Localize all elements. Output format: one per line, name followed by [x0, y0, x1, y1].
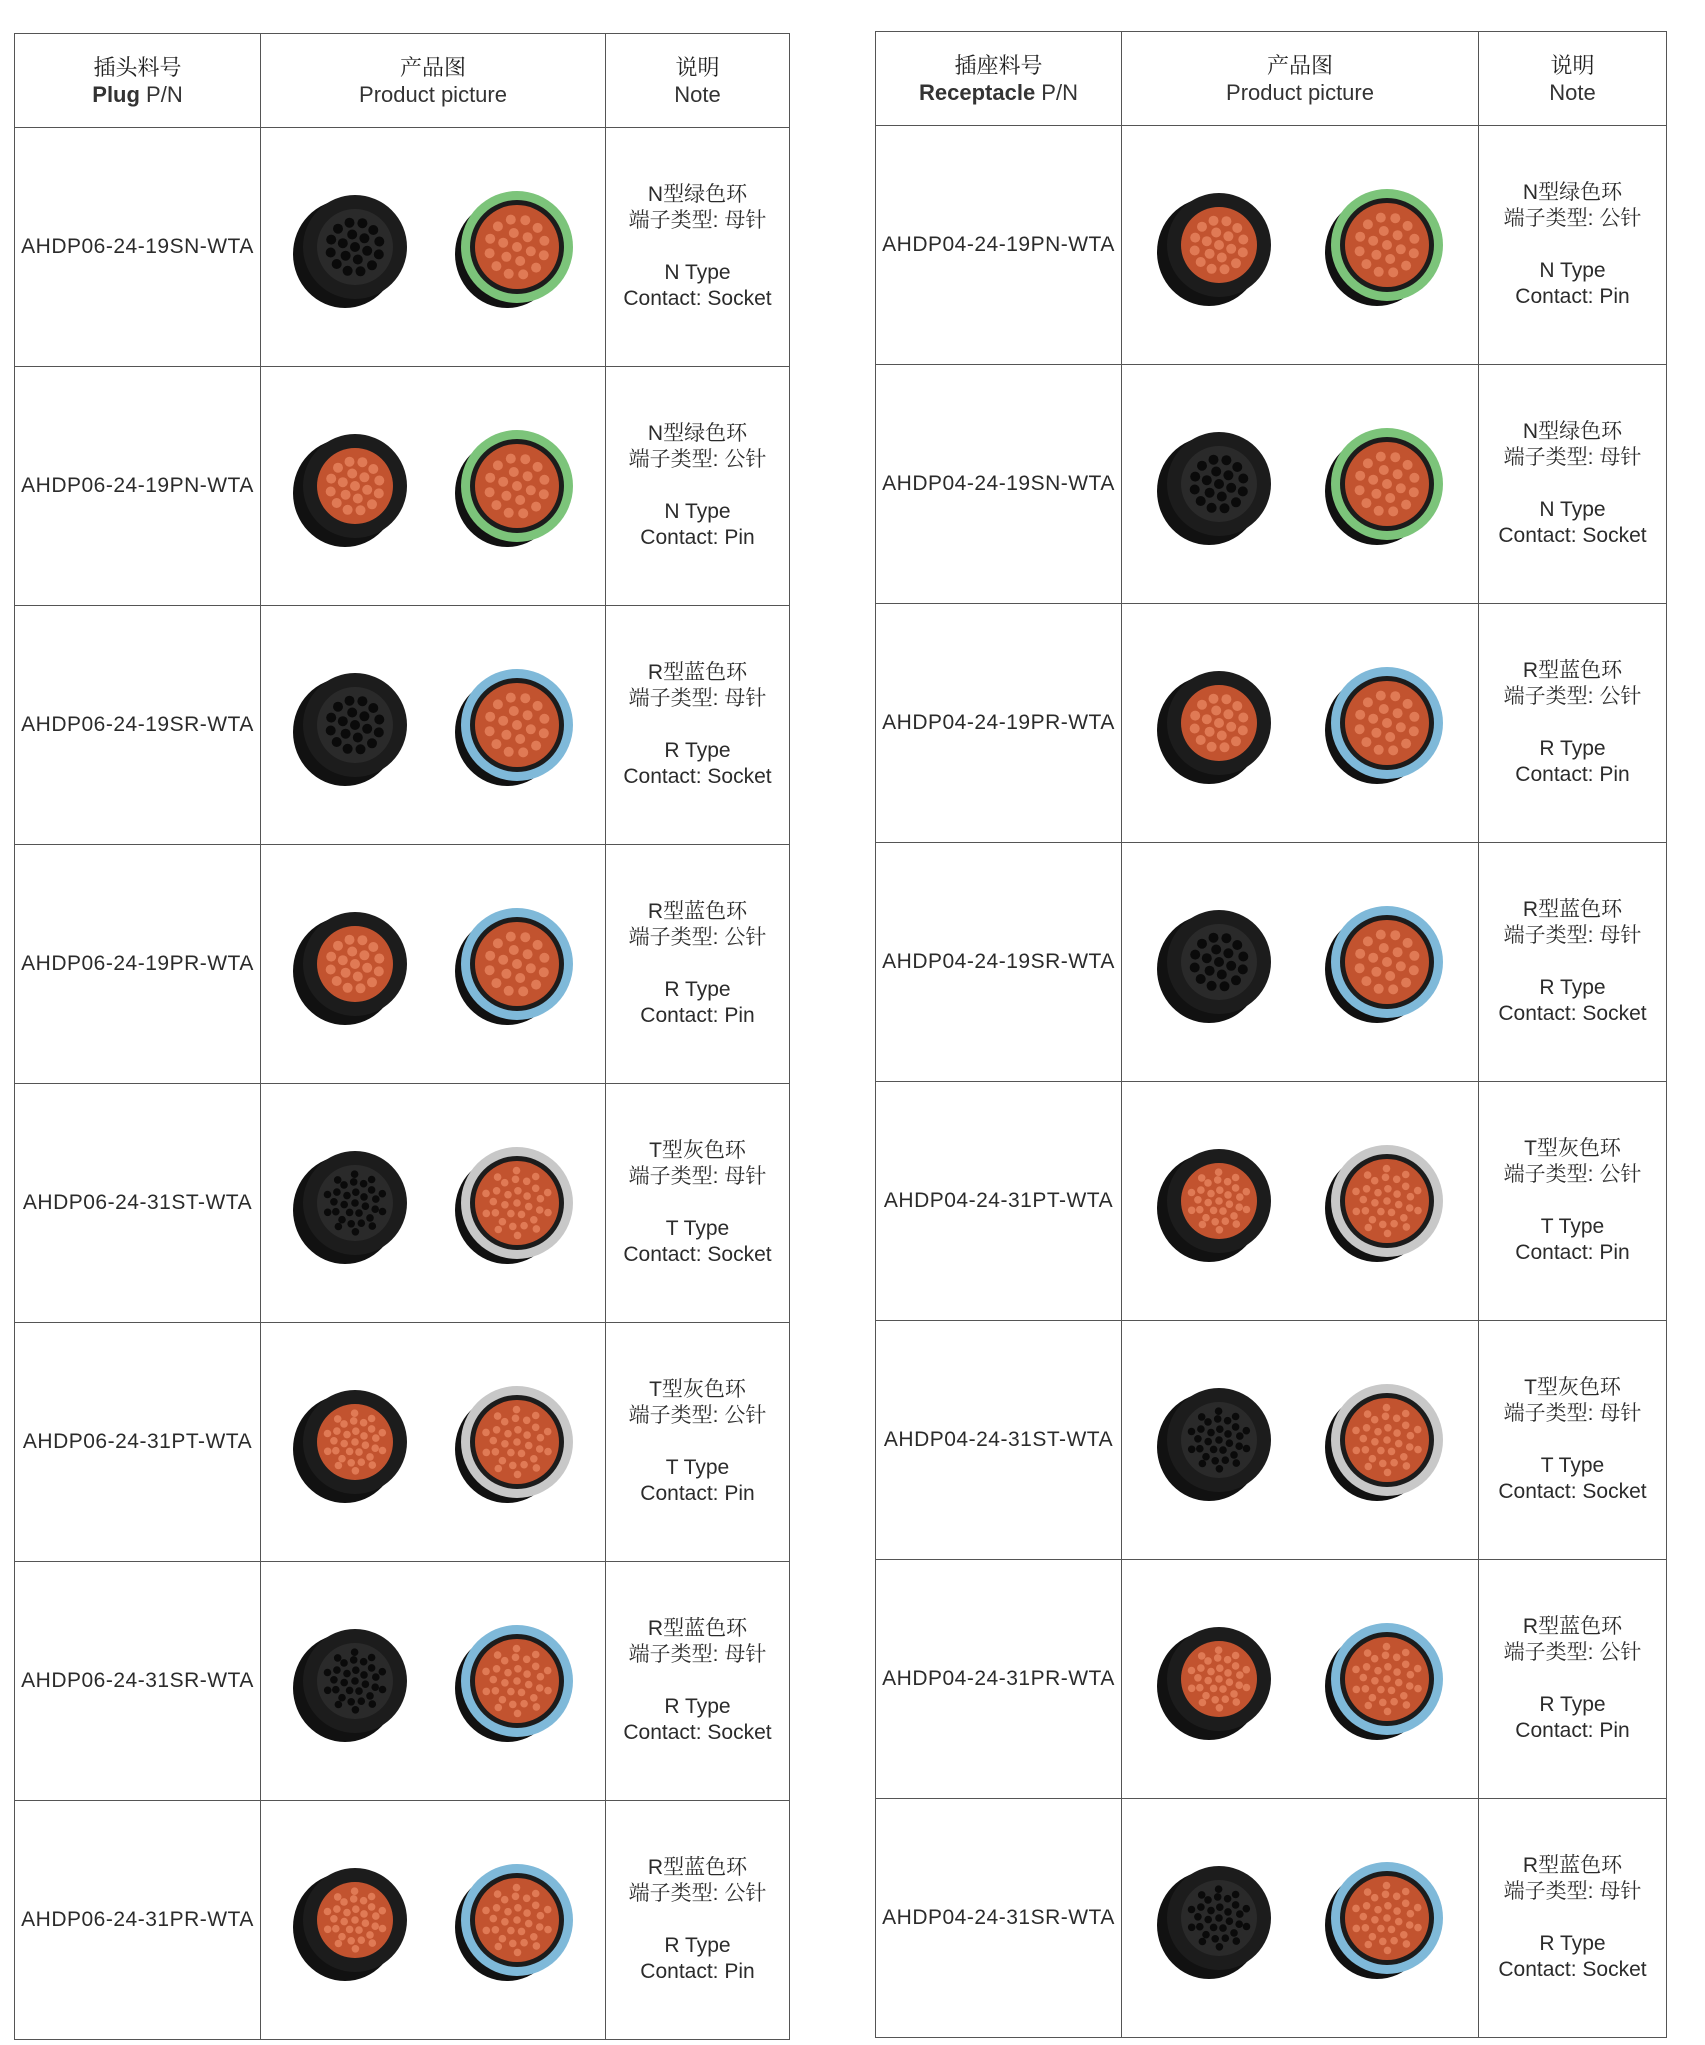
receptacle-row	[876, 1560, 1667, 1799]
receptacle-note-contact-zh: 端子类型: 母针	[1503, 924, 1642, 947]
receptacle-row	[876, 843, 1667, 1082]
receptacle-connector-side-image	[1319, 419, 1449, 549]
plug-connector-front-image	[287, 421, 417, 551]
receptacle-pn-header-bold: Receptacle	[919, 79, 1036, 105]
receptacle-connector-front-image	[1151, 1853, 1281, 1983]
plug-note-type: R Type	[664, 739, 731, 762]
receptacle-note-header	[1479, 32, 1667, 126]
plug-connector-side-image	[449, 421, 579, 551]
plug-connector-side-image	[449, 182, 579, 312]
plug-note-contact: Contact: Pin	[640, 526, 755, 549]
plug-note-type: T Type	[665, 1217, 730, 1240]
receptacle-note	[1479, 365, 1667, 604]
receptacle-connector-side-image	[1319, 1853, 1449, 1983]
receptacle-note-type: N Type	[1539, 498, 1606, 521]
plug-note-contact-zh: 端子类型: 母针	[628, 687, 767, 710]
plug-connector-front-image	[287, 660, 417, 790]
receptacle-note-contact: Contact: Pin	[1515, 1719, 1630, 1742]
plug-row	[15, 128, 790, 367]
receptacle-row	[876, 1799, 1667, 2038]
plug-note	[606, 845, 790, 1084]
receptacle-row	[876, 1321, 1667, 1560]
plug-note-contact: Contact: Pin	[640, 1004, 755, 1027]
receptacle-part-number: AHDP04-24-31SR-WTA	[876, 1799, 1122, 2038]
receptacle-product-picture	[1122, 604, 1479, 843]
receptacle-note-type: R Type	[1539, 1932, 1606, 1955]
receptacle-note	[1479, 126, 1667, 365]
plug-note-contact: Contact: Pin	[640, 1482, 755, 1505]
receptacle-pn-header-zh: 插座料号	[954, 52, 1043, 78]
plug-note	[606, 1562, 790, 1801]
plug-note-header-en: Note	[674, 81, 721, 107]
plug-connector-front-image	[287, 1855, 417, 1985]
plug-note-ring: R型蓝色环	[647, 1617, 748, 1640]
plug-note-contact: Contact: Socket	[623, 1243, 772, 1266]
plug-note-type: R Type	[664, 1695, 731, 1718]
receptacle-connector-side-image	[1319, 180, 1449, 310]
plug-row	[15, 367, 790, 606]
plug-part-number: AHDP06-24-19SN-WTA	[15, 128, 261, 367]
plug-product-picture	[261, 1084, 606, 1323]
plug-part-number: AHDP06-24-19PN-WTA	[15, 367, 261, 606]
receptacle-part-number: AHDP04-24-19SN-WTA	[876, 365, 1122, 604]
receptacle-part-number: AHDP04-24-19PN-WTA	[876, 126, 1122, 365]
receptacle-part-number: AHDP04-24-31ST-WTA	[876, 1321, 1122, 1560]
receptacle-note-header-zh: 说明	[1550, 52, 1595, 78]
plug-note-ring: R型蓝色环	[647, 1856, 748, 1879]
plug-note-type: R Type	[664, 1934, 731, 1957]
plug-note-type: N Type	[664, 261, 731, 284]
plug-row	[15, 1084, 790, 1323]
receptacle-connector-side-image	[1319, 658, 1449, 788]
receptacle-note-type: T Type	[1540, 1215, 1605, 1238]
plug-pic-header-en: Product picture	[359, 81, 507, 107]
receptacle-note-contact: Contact: Pin	[1515, 763, 1630, 786]
plug-note-header	[606, 34, 790, 128]
receptacle-product-picture	[1122, 126, 1479, 365]
plug-row	[15, 1801, 790, 2040]
plug-note	[606, 1801, 790, 2040]
receptacle-row	[876, 1082, 1667, 1321]
receptacle-note-contact-zh: 端子类型: 公针	[1503, 1163, 1642, 1186]
plug-note-contact-zh: 端子类型: 母针	[628, 1643, 767, 1666]
plug-product-picture	[261, 845, 606, 1084]
plug-note-contact: Contact: Pin	[640, 1960, 755, 1983]
plug-connector-side-image	[449, 1138, 579, 1268]
receptacle-pn-header-rest: P/N	[1035, 79, 1078, 105]
receptacle-note-ring: T型灰色环	[1524, 1376, 1621, 1399]
receptacle-note-ring: N型绿色环	[1522, 181, 1623, 204]
receptacle-note	[1479, 1799, 1667, 2038]
receptacle-note-type: R Type	[1539, 976, 1606, 999]
plug-part-number: AHDP06-24-31PR-WTA	[15, 1801, 261, 2040]
plug-note-contact: Contact: Socket	[623, 287, 772, 310]
plug-connector-side-image	[449, 899, 579, 1029]
receptacle-note-ring: R型蓝色环	[1522, 659, 1623, 682]
receptacle-product-picture	[1122, 365, 1479, 604]
receptacle-note-ring: R型蓝色环	[1522, 898, 1623, 921]
plug-note-type: N Type	[664, 500, 731, 523]
receptacle-note-contact-zh: 端子类型: 母针	[1503, 446, 1642, 469]
receptacle-note-contact-zh: 端子类型: 母针	[1503, 1880, 1642, 1903]
receptacle-note-contact: Contact: Socket	[1498, 1480, 1647, 1503]
plug-note-ring: N型绿色环	[647, 422, 748, 445]
plug-pn-header-rest: P/N	[139, 81, 183, 107]
receptacle-note-type: T Type	[1540, 1454, 1605, 1477]
plug-part-number: AHDP06-24-19PR-WTA	[15, 845, 261, 1084]
receptacle-connector-side-image	[1319, 1614, 1449, 1744]
plug-pn-header-zh: 插头料号	[93, 54, 182, 80]
receptacle-part-number: AHDP04-24-31PT-WTA	[876, 1082, 1122, 1321]
receptacle-note	[1479, 1560, 1667, 1799]
receptacle-connector-side-image	[1319, 1375, 1449, 1505]
receptacle-connector-front-image	[1151, 1614, 1281, 1744]
receptacle-note-contact-zh: 端子类型: 母针	[1503, 1402, 1642, 1425]
plug-note-header-zh: 说明	[675, 54, 720, 80]
plug-part-number: AHDP06-24-31SR-WTA	[15, 1562, 261, 1801]
plug-note	[606, 128, 790, 367]
receptacle-pic-header-en: Product picture	[1226, 79, 1374, 105]
plug-note-ring: T型灰色环	[649, 1378, 746, 1401]
plug-note-contact-zh: 端子类型: 母针	[628, 209, 767, 232]
plug-note-contact-zh: 端子类型: 公针	[628, 1404, 767, 1427]
receptacle-note-contact: Contact: Pin	[1515, 285, 1630, 308]
plug-note-contact-zh: 端子类型: 公针	[628, 926, 767, 949]
plug-note	[606, 606, 790, 845]
plug-part-number: AHDP06-24-31ST-WTA	[15, 1084, 261, 1323]
plug-connector-side-image	[449, 1616, 579, 1746]
receptacle-connector-side-image	[1319, 1136, 1449, 1266]
plug-row	[15, 845, 790, 1084]
receptacle-note	[1479, 1082, 1667, 1321]
plug-connector-front-image	[287, 1616, 417, 1746]
plug-note-ring: T型灰色环	[649, 1139, 746, 1162]
plug-table	[14, 33, 790, 2040]
receptacle-product-picture	[1122, 1799, 1479, 2038]
receptacle-connector-front-image	[1151, 180, 1281, 310]
plug-pn-header	[15, 34, 261, 128]
plug-part-number: AHDP06-24-31PT-WTA	[15, 1323, 261, 1562]
plug-row	[15, 606, 790, 845]
plug-note-contact-zh: 端子类型: 公针	[628, 1882, 767, 1905]
receptacle-connector-front-image	[1151, 658, 1281, 788]
plug-product-picture	[261, 367, 606, 606]
receptacle-note-contact-zh: 端子类型: 公针	[1503, 685, 1642, 708]
receptacle-note-ring: N型绿色环	[1522, 420, 1623, 443]
receptacle-note	[1479, 604, 1667, 843]
plug-note-contact: Contact: Socket	[623, 765, 772, 788]
receptacle-note-contact-zh: 端子类型: 公针	[1503, 1641, 1642, 1664]
receptacle-note	[1479, 1321, 1667, 1560]
receptacle-connector-front-image	[1151, 1136, 1281, 1266]
plug-header-row	[15, 34, 790, 128]
receptacle-pn-header	[876, 32, 1122, 126]
plug-note-ring: R型蓝色环	[647, 661, 748, 684]
plug-product-picture	[261, 128, 606, 367]
plug-product-picture	[261, 606, 606, 845]
plug-pic-header	[261, 34, 606, 128]
plug-connector-front-image	[287, 899, 417, 1029]
plug-note	[606, 367, 790, 606]
receptacle-pic-header	[1122, 32, 1479, 126]
plug-note	[606, 1084, 790, 1323]
receptacle-note-contact: Contact: Socket	[1498, 1958, 1647, 1981]
plug-row	[15, 1323, 790, 1562]
plug-connector-front-image	[287, 182, 417, 312]
receptacle-note-ring: R型蓝色环	[1522, 1854, 1623, 1877]
receptacle-part-number: AHDP04-24-31PR-WTA	[876, 1560, 1122, 1799]
plug-connector-side-image	[449, 1855, 579, 1985]
receptacle-note-ring: T型灰色环	[1524, 1137, 1621, 1160]
receptacle-note-contact: Contact: Socket	[1498, 524, 1647, 547]
plug-pn-header-bold: Plug	[92, 81, 140, 107]
plug-part-number: AHDP06-24-19SR-WTA	[15, 606, 261, 845]
receptacle-note-type: R Type	[1539, 1693, 1606, 1716]
plug-note-type: R Type	[664, 978, 731, 1001]
receptacle-part-number: AHDP04-24-19PR-WTA	[876, 604, 1122, 843]
plug-note-contact: Contact: Socket	[623, 1721, 772, 1744]
plug-note	[606, 1323, 790, 1562]
receptacle-note-contact: Contact: Socket	[1498, 1002, 1647, 1025]
receptacle-note-contact: Contact: Pin	[1515, 1241, 1630, 1264]
receptacle-connector-front-image	[1151, 419, 1281, 549]
plug-note-ring: R型蓝色环	[647, 900, 748, 923]
receptacle-row	[876, 604, 1667, 843]
plug-note-contact-zh: 端子类型: 公针	[628, 448, 767, 471]
receptacle-product-picture	[1122, 843, 1479, 1082]
plug-product-picture	[261, 1562, 606, 1801]
plug-note-contact-zh: 端子类型: 母针	[628, 1165, 767, 1188]
receptacle-note-header-en: Note	[1549, 79, 1596, 105]
receptacle-note-type: R Type	[1539, 737, 1606, 760]
receptacle-row	[876, 365, 1667, 604]
plug-note-ring: N型绿色环	[647, 183, 748, 206]
receptacle-connector-front-image	[1151, 1375, 1281, 1505]
plug-row	[15, 1562, 790, 1801]
receptacle-note-type: N Type	[1539, 259, 1606, 282]
receptacle-note-ring: R型蓝色环	[1522, 1615, 1623, 1638]
plug-connector-side-image	[449, 1377, 579, 1507]
plug-pic-header-zh: 产品图	[399, 54, 466, 80]
receptacle-product-picture	[1122, 1082, 1479, 1321]
receptacle-product-picture	[1122, 1560, 1479, 1799]
receptacle-part-number: AHDP04-24-19SR-WTA	[876, 843, 1122, 1082]
plug-connector-front-image	[287, 1377, 417, 1507]
receptacle-product-picture	[1122, 1321, 1479, 1560]
receptacle-note-contact-zh: 端子类型: 公针	[1503, 207, 1642, 230]
receptacle-connector-front-image	[1151, 897, 1281, 1027]
plug-product-picture	[261, 1801, 606, 2040]
plug-note-type: T Type	[665, 1456, 730, 1479]
receptacle-pic-header-zh: 产品图	[1266, 52, 1333, 78]
plug-connector-front-image	[287, 1138, 417, 1268]
receptacle-header-row	[876, 32, 1667, 126]
plug-product-picture	[261, 1323, 606, 1562]
plug-connector-side-image	[449, 660, 579, 790]
receptacle-note	[1479, 843, 1667, 1082]
receptacle-row	[876, 126, 1667, 365]
receptacle-connector-side-image	[1319, 897, 1449, 1027]
receptacle-table	[875, 31, 1667, 2038]
